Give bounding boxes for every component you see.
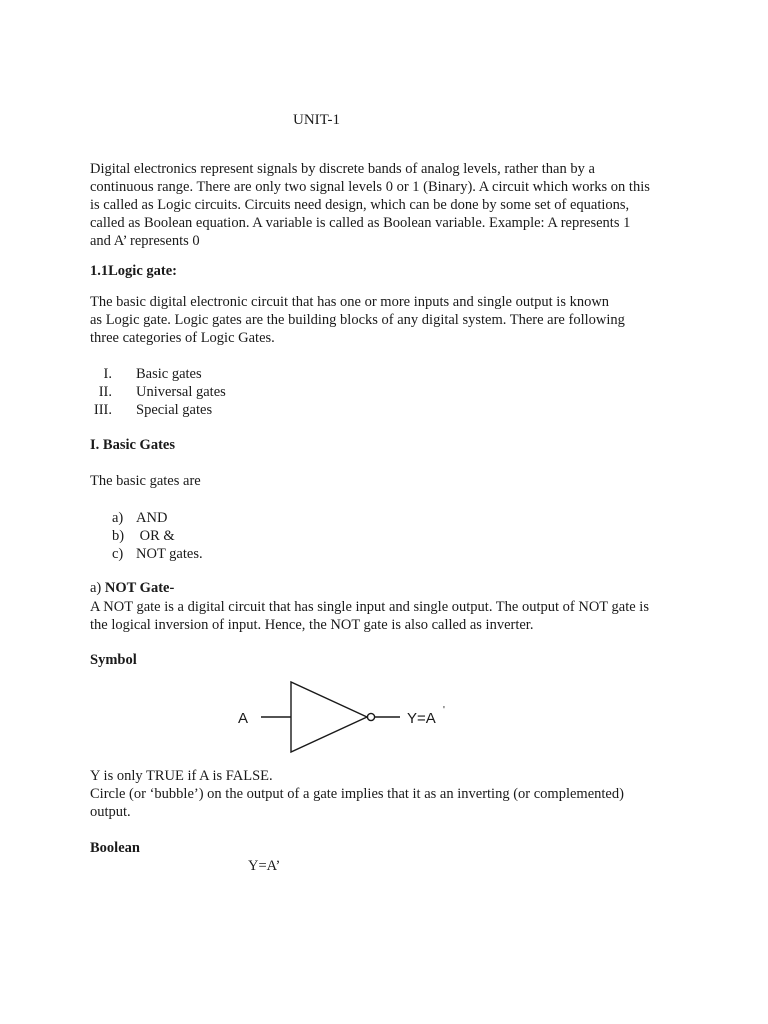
intro-line: and A’ represents 0 bbox=[90, 233, 200, 249]
intro-line: continuous range. There are only two signal levels 0 or 1 (Binary). A circuit which works on this bbox=[90, 179, 650, 195]
logic-gate-line: The basic digital electronic circuit that has one or more inputs and single output is known bbox=[90, 294, 610, 310]
not-gate-line: A NOT gate is a digital circuit that has single input and single output. The output of NOT gate is bbox=[90, 599, 649, 615]
logic-gate-line: as Logic gate. Logic gates are the building blocks of any digital system. There are following bbox=[90, 312, 625, 328]
list-number: a) bbox=[112, 510, 124, 526]
symbol-input-label: A bbox=[238, 710, 249, 727]
not-gate-symbol bbox=[230, 678, 470, 758]
list-number: II. bbox=[98, 384, 112, 400]
intro-line: called as Boolean equation. A variable is called as Boolean variable. Example: A represents 1 bbox=[90, 215, 631, 231]
not-gate-title: NOT Gate- bbox=[104, 580, 175, 596]
list-label: OR & bbox=[136, 528, 175, 544]
list-label: Universal gates bbox=[136, 384, 226, 400]
intro-paragraph bbox=[90, 160, 650, 250]
not-gate-heading bbox=[90, 580, 174, 597]
list-label: Basic gates bbox=[136, 366, 202, 382]
boolean-heading: Boolean bbox=[90, 840, 140, 856]
list-label: NOT gates. bbox=[136, 546, 203, 562]
list-label: AND bbox=[136, 510, 168, 526]
list-number: III. bbox=[93, 402, 112, 418]
logic-gate-heading: 1.1Logic gate: bbox=[90, 263, 177, 279]
not-gate-line: the logical inversion of input. Hence, the NOT gate is also called as inverter. bbox=[90, 617, 534, 633]
list-number: c) bbox=[112, 546, 124, 562]
list-label: Special gates bbox=[136, 402, 213, 418]
list-number: b) bbox=[112, 528, 125, 544]
basic-gates-heading: I. Basic Gates bbox=[90, 437, 175, 453]
list-number: I. bbox=[103, 366, 112, 382]
symbol-prime-mark: ' bbox=[443, 705, 445, 716]
not-gate-paragraph bbox=[90, 598, 649, 634]
logic-gate-paragraph bbox=[90, 293, 625, 347]
symbol-notes bbox=[90, 767, 624, 821]
not-gate-prefix: a) bbox=[90, 580, 105, 596]
symbol-output-label: Y=A bbox=[407, 710, 436, 727]
symbol-heading: Symbol bbox=[90, 652, 137, 668]
symbol-note-line: Y is only TRUE if A is FALSE. bbox=[90, 768, 273, 784]
symbol-note-line: output. bbox=[90, 804, 131, 820]
inverter-triangle bbox=[291, 682, 367, 752]
intro-line: Digital electronics represent signals by discrete bands of analog levels, rather than by a bbox=[90, 161, 595, 177]
boolean-equation: Y=A’ bbox=[248, 858, 281, 874]
intro-line: is called as Logic circuits. Circuits need design, which can be done by some set of equations, bbox=[90, 197, 630, 213]
basic-gates-intro: The basic gates are bbox=[90, 473, 201, 489]
unit-title: UNIT-1 bbox=[293, 112, 340, 128]
logic-gate-line: three categories of Logic Gates. bbox=[90, 330, 275, 346]
symbol-note-line: Circle (or ‘bubble’) on the output of a gate implies that it as an inverting (or complemented) bbox=[90, 786, 624, 802]
